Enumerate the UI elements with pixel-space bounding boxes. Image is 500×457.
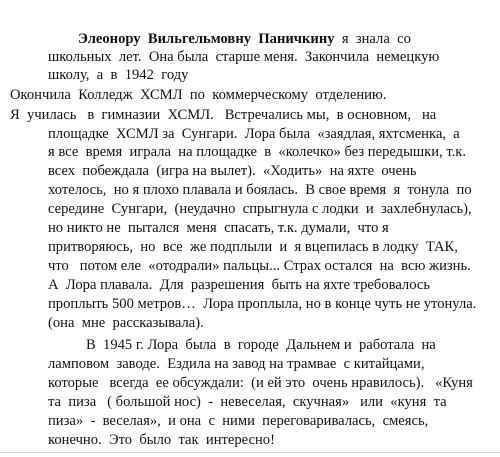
text-line-22: конечно. Это было так интересно! xyxy=(48,432,275,448)
text-line-17: В 1945 г. Лора была в городе Дальнем и работала на xyxy=(86,337,436,353)
text-line-9: хотелось, но я плохо плавала и боялась. В свое время я тонула по xyxy=(48,182,472,198)
text-line-4: Окончила Колледж ХСМЛ по коммерческому отделению. xyxy=(10,87,387,103)
text-line-2: школьных лет. Она была старше меня. Закончила немецкую xyxy=(48,49,440,65)
text-line-1 xyxy=(78,30,411,48)
text-line-3: школу, а в 1942 году xyxy=(48,67,189,83)
text-line-21: пиза» - веселая», и она с ними переговаривалась, смеясь, xyxy=(48,413,429,429)
text-line-8: всех побеждала (игра на вылет). «Ходить» на яхте очень xyxy=(48,163,417,179)
text-line-14: А Лора плавала. Для разрешения быть на яхте требовалось xyxy=(48,277,431,293)
text-line-12: притворяюсь, но все же подплыли и я вцепилась в лодку ТАК, xyxy=(48,239,458,255)
subject-name: Элеонору Вильгельмовну Паничкину xyxy=(78,31,335,47)
text-line-6: площадке ХСМЛ за Сунгари. Лора была «заядлая, яхтсменка, а xyxy=(48,126,460,142)
text-line-16: (она мне рассказывала). xyxy=(48,315,204,331)
text-line-5: Я училась в гимназии ХСМЛ. Встречались мы, в основном, на xyxy=(10,107,437,123)
page-bottom-rule xyxy=(0,452,500,453)
text-line-20: та пиза ( большой нос) - невеселая, скучная» или «куня та xyxy=(48,394,447,410)
text-line-7: я все время играла на площадке в «колечко» без передышки, т.к. xyxy=(48,144,466,160)
text-line-10: середине Сунгари, (неудачно спрыгнула с лодки и захлебнулась), xyxy=(48,201,472,217)
text-line-18: ламповом заводе. Ездила на завод на трамвае с китайцами, xyxy=(48,356,425,372)
text-line-15: проплыть 500 метров… Лора проплыла, но в конце чуть не утонула. xyxy=(48,296,477,312)
text-line-11: но никто не пытался меня спасать, т.к. думали, что я xyxy=(48,220,389,236)
text-line-19: которые всегда ее обсуждали: (и ей это очень нравилось). «Куня xyxy=(48,375,473,391)
text-line-1-rest: я знала со xyxy=(334,31,411,47)
text-line-13: что потом еле «отодрали» пальцы... Страх остался на всю жизнь. xyxy=(48,258,471,274)
